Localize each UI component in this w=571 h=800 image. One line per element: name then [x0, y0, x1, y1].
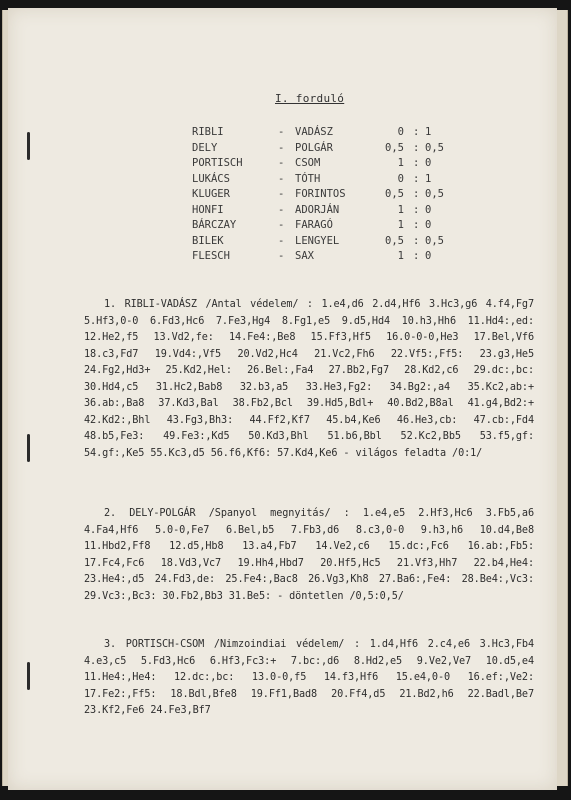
black-score: 1	[425, 126, 432, 138]
white-score: 1	[397, 219, 404, 231]
black-score: 0	[425, 157, 432, 169]
game-record-3	[84, 637, 534, 720]
pairing-dash: -	[278, 188, 285, 200]
game-record-2	[84, 506, 534, 605]
pairing-dash: -	[278, 219, 285, 231]
pairing-dash: -	[278, 203, 285, 216]
white-score: 0,5	[385, 234, 404, 247]
page-edge-right	[556, 10, 568, 786]
black-score: 0	[425, 250, 432, 262]
white-player: HONFI	[192, 203, 224, 216]
white-score: 1	[397, 250, 404, 262]
result-row	[192, 219, 492, 235]
white-player: PORTISCH	[192, 157, 243, 169]
white-player: BILEK	[192, 234, 224, 247]
game-moves-text: 3. PORTISCH-CSOM /Nimzoindiai védelem/ : 1.d4,Hf6 2.c4,e6 3.Hc3,Fb4 4.e3,c5 5.Fd3,Hc6 6.Hf3,Fc3:+ 7.bc:,d6 8.Hd2,e5 9.Ve2,Ve7 10.d5,e4 11.He4:,He4: 12.dc:,bc: 13.0-0,f5 14.f3,Hf6 15.e4,0-0 16.ef:,Ve2: 17.Fe2:,Ff5: 18.Bdl,Bfe8 19.Ff1,Bad8 20.Ff4,d5 21.Bd2,h6 22.Badl,Be7 23.Kf2,Fe6 24.Fe3,Bf7	[84, 639, 534, 716]
punch-hole-mark	[27, 662, 30, 690]
black-score: 0	[425, 219, 432, 231]
pairing-dash: -	[278, 141, 285, 154]
pairing-dash: -	[278, 250, 285, 262]
black-player: TÓTH	[295, 172, 321, 185]
game-moves-text: 1. RIBLI-VADÁSZ /Antal védelem/ : 1.e4,d6 2.d4,Hf6 3.Hc3,g6 4.f4,Fg7 5.Hf3,0-0 6.Fd3,Hc6 7.Fe3,Hg4 8.Fg1,e5 9.d5,Hd4 10.h3,Hh6 11.Hd4:,ed: 12.He2,f5 13.Vd2,fe: 14.Fe4:,Be8 15.Ff3,Hf5 16.0-0-0,He3 17.Bel,Vf6 18.c3,Fd7 19.Vd4:,Vf5 20.Vd2,Hc4 21.Vc2,Fh6 22.Vf5:,Ff5: 23.g3,He5 24.Fg2,Hd3+ 25.Kd2,Hel: 26.Bel:,Fa4 27.Bb2,Fg7 28.Kd2,c6 29.dc:,bc: 30.Hd4,c5 31.Hc2,Bab8 32.b3,a5 33.He3,Fg2: 34.Bg2:,a4 35.Kc2,ab:+ 36.ab:,Ba8 37.Kd3,Bal 38.Fb2,Bcl 39.Hd5,Bdl+ 40.Bd2,B8al 41.g4,Bd2:+ 42.Kd2:,Bhl 43.Fg3,Bh3: 44.Ff2,Kf7 45.b4,Ke6 46.He3,cb: 47.cb:,Fd4 48.b5,Fe3: 49.Fe3:,Kd5 50.Kd3,Bhl 51.b6,Bbl 52.Kc2,Bb5 53.f5,gf: 54.gf:,Ke5 55.Kc3,d5 56.f6,Kf6: 57.Kd4,Ke6 - világos feladta /0:1/	[84, 299, 534, 459]
black-player: POLGÁR	[295, 141, 333, 154]
game-record-1	[84, 297, 534, 462]
black-score: 0,5	[425, 141, 444, 154]
white-player: BÁRCZAY	[192, 219, 237, 231]
white-score: 1	[397, 157, 404, 169]
result-row	[192, 173, 492, 189]
white-score: 0,5	[385, 188, 404, 200]
score-separator: :	[413, 126, 420, 138]
score-separator: :	[413, 188, 420, 200]
black-player: SAX	[295, 250, 314, 262]
white-player: FLESCH	[192, 250, 230, 262]
punch-hole-mark	[27, 434, 30, 462]
pairing-dash: -	[278, 172, 285, 185]
score-separator: :	[413, 141, 420, 154]
white-player: DELY	[192, 141, 218, 154]
black-player: ADORJÁN	[295, 203, 340, 216]
black-score: 0,5	[425, 234, 444, 247]
score-separator: :	[413, 250, 420, 262]
score-separator: :	[413, 172, 420, 185]
game-moves-text: 2. DELY-POLGÁR /Spanyol megnyitás/ : 1.e4,e5 2.Hf3,Hc6 3.Fb5,a6 4.Fa4,Hf6 5.0-0,Fe7 6.Bel,b5 7.Fb3,d6 8.c3,0-0 9.h3,h6 10.d4,Be8 11.Hbd2,Ff8 12.d5,Hb8 13.a4,Fb7 14.Ve2,c6 15.dc:,Fc6 16.ab:,Fb5: 17.Fc4,Fc6 18.Vd3,Vc7 19.Hh4,Hbd7 20.Hf5,Hc5 21.Vf3,Hh7 22.b4,He4: 23.He4:,d5 24.Fd3,de: 25.Fe4:,Bac8 26.Vg3,Kh8 27.Ba6:,Fe4: 28.Be4:,Vc3: 29.Vc3:,Bc3: 30.Fb2,Bb3 31.Be5: - döntetlen /0,5:0,5/	[84, 508, 534, 602]
white-score: 0,5	[385, 141, 404, 154]
result-row	[192, 142, 492, 158]
white-score: 0	[397, 126, 404, 138]
white-player: RIBLI	[192, 126, 224, 138]
white-player: LUKÁCS	[192, 172, 230, 185]
black-player: CSOM	[295, 157, 321, 169]
result-row	[192, 157, 492, 173]
result-row	[192, 235, 492, 251]
black-player: FORINTOS	[295, 188, 346, 200]
black-player: VADÁSZ	[295, 126, 333, 138]
black-player: LENGYEL	[295, 234, 340, 247]
score-separator: :	[413, 203, 420, 216]
white-score: 0	[397, 172, 404, 185]
result-row	[192, 126, 492, 142]
results-table	[192, 126, 492, 266]
pairing-dash: -	[278, 157, 285, 169]
result-row	[192, 204, 492, 220]
score-separator: :	[413, 234, 420, 247]
black-score: 0	[425, 203, 432, 216]
score-separator: :	[413, 219, 420, 231]
punch-hole-mark	[27, 132, 30, 160]
black-score: 1	[425, 172, 432, 185]
score-separator: :	[413, 157, 420, 169]
result-row	[192, 188, 492, 204]
white-player: KLUGER	[192, 188, 230, 200]
result-row	[192, 250, 492, 266]
pairing-dash: -	[278, 126, 285, 138]
pairing-dash: -	[278, 234, 285, 247]
black-score: 0,5	[425, 188, 444, 200]
white-score: 1	[397, 203, 404, 216]
black-player: FARAGÓ	[295, 219, 333, 231]
round-title: I. forduló	[275, 92, 345, 105]
